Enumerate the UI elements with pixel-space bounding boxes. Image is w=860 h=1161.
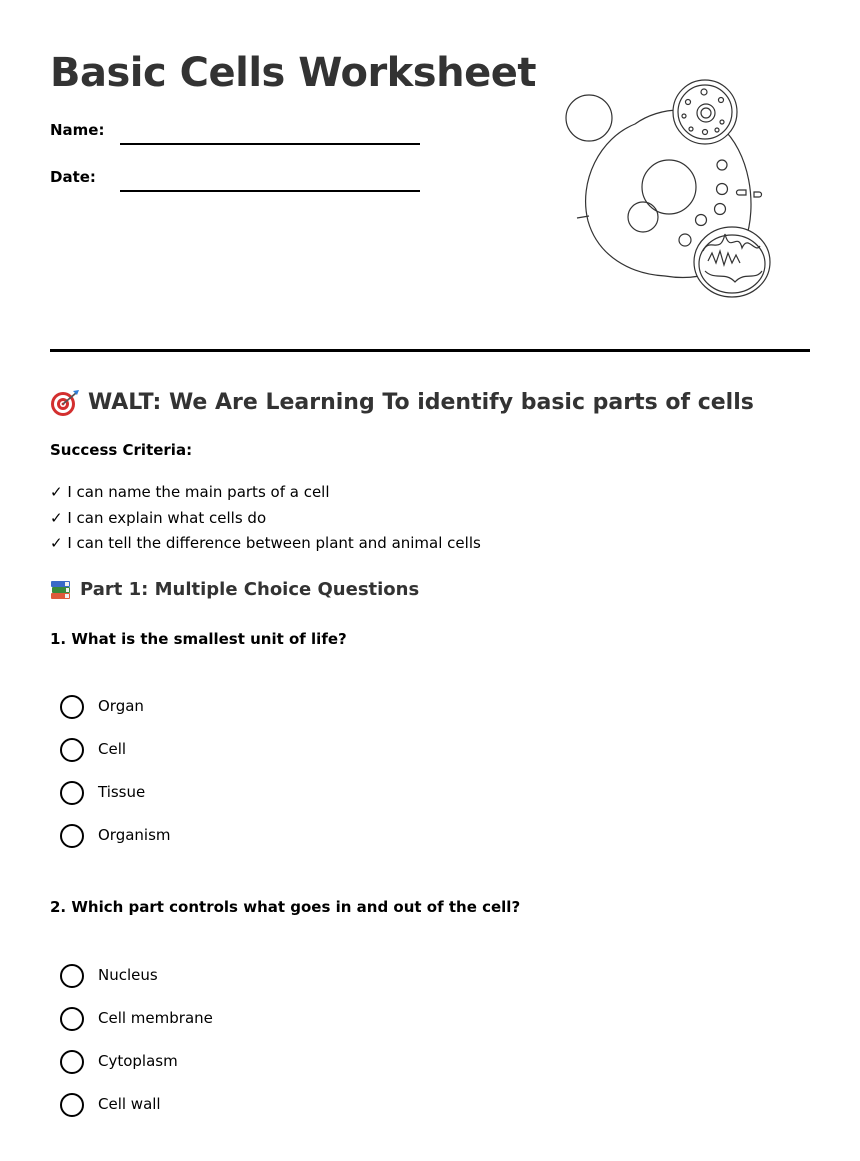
radio-button[interactable] <box>60 1007 84 1031</box>
option-label: Organ <box>98 697 144 715</box>
dart-target-icon <box>50 389 80 417</box>
radio-button[interactable] <box>60 738 84 762</box>
option-label: Organism <box>98 826 171 844</box>
criteria-item: ✓ I can explain what cells do <box>50 508 267 527</box>
radio-button[interactable] <box>60 824 84 848</box>
walt-heading-text: WALT: We Are Learning To identify basic parts of cells <box>88 390 754 415</box>
option-label: Nucleus <box>98 966 158 984</box>
name-field[interactable] <box>50 121 420 145</box>
criteria-item: ✓ I can tell the difference between plant and animal cells <box>50 534 481 552</box>
radio-button[interactable] <box>60 1093 84 1117</box>
date-field[interactable] <box>50 168 420 192</box>
option-label: Cell membrane <box>98 1009 213 1027</box>
success-criteria-label: Success Criteria: <box>50 441 193 459</box>
radio-button[interactable] <box>60 695 84 719</box>
option-label: Cell wall <box>98 1095 161 1113</box>
walt-heading <box>50 389 754 417</box>
animal-cell-icon <box>560 76 775 304</box>
option-label: Cytoplasm <box>98 1052 178 1070</box>
question-2: 2. Which part controls what goes in and out of the cell? <box>50 898 521 916</box>
option-label: Cell <box>98 740 127 758</box>
part1-heading <box>50 579 419 600</box>
radio-button[interactable] <box>60 964 84 988</box>
part1-heading-text: Part 1: Multiple Choice Questions <box>80 579 420 600</box>
books-icon <box>50 580 72 600</box>
option-label: Tissue <box>98 783 146 801</box>
date-label: Date: <box>50 168 96 186</box>
question-1: 1. What is the smallest unit of life? <box>50 630 347 648</box>
success-criteria-list <box>50 483 481 560</box>
radio-button[interactable] <box>60 1050 84 1074</box>
date-line[interactable] <box>120 190 420 192</box>
section-divider <box>50 349 810 352</box>
worksheet-title: Basic Cells Worksheet <box>50 50 536 96</box>
radio-button[interactable] <box>60 781 84 805</box>
name-label: Name: <box>50 121 105 139</box>
criteria-item: ✓ I can name the main parts of a cell <box>50 483 330 501</box>
name-line[interactable] <box>120 143 420 145</box>
